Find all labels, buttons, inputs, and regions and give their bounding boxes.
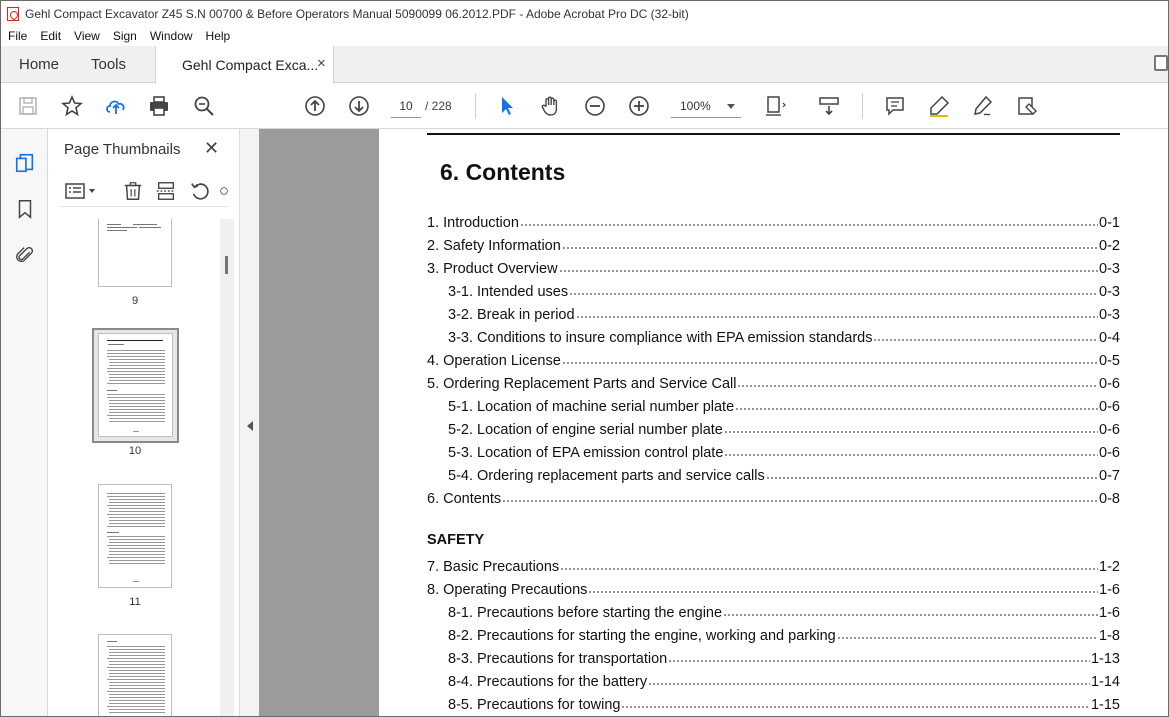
- toc-entry[interactable]: [427, 555, 1120, 575]
- zoom-out-icon[interactable]: [581, 92, 609, 120]
- toc-entry[interactable]: [448, 441, 1120, 461]
- toc-entry-label: 8. Operating Precautions: [427, 582, 588, 598]
- toc-entry-page: 0-8: [1099, 491, 1120, 507]
- thumbnail-page-10[interactable]: [98, 333, 173, 437]
- toc-entry[interactable]: [427, 211, 1120, 231]
- save-icon[interactable]: [14, 92, 42, 120]
- toc-leader-dots: [520, 211, 1098, 227]
- toc-entry-label: 1. Introduction: [427, 215, 519, 231]
- toolbar-divider: [475, 93, 476, 119]
- toc-entry-page: 0-5: [1099, 353, 1120, 369]
- toc-entry[interactable]: [427, 578, 1120, 598]
- thumbnail-toolbar: [59, 175, 229, 207]
- toc-leader-dots: [766, 464, 1098, 480]
- thumbnail-scrollbar[interactable]: [220, 219, 234, 717]
- acrobat-logo-icon: [7, 7, 19, 21]
- toc-entry-page: 0-6: [1099, 399, 1120, 415]
- toc-entry-label: 5-1. Location of machine serial number plate: [448, 399, 735, 415]
- next-page-icon[interactable]: [345, 92, 373, 120]
- toc-entry-page: 0-7: [1099, 468, 1120, 484]
- toc-entry[interactable]: [448, 464, 1120, 484]
- toc-entry-label: 5-3. Location of EPA emission control plate: [448, 445, 724, 461]
- toc-entry[interactable]: [427, 257, 1120, 277]
- toc-leader-dots: [724, 418, 1098, 434]
- menu-file[interactable]: File: [8, 29, 28, 43]
- toc-entry-label: 3-3. Conditions to insure compliance with EPA emission standards: [448, 330, 873, 346]
- toc-entry-label: 4. Operation License: [427, 353, 561, 369]
- select-cursor-icon[interactable]: [493, 92, 521, 120]
- page-fit-icon[interactable]: [761, 92, 789, 120]
- toc-entry-page: 1-8: [1099, 628, 1120, 644]
- toc-entry-label: 8-3. Precautions for transportation: [448, 651, 668, 667]
- toc-entry-label: 6. Contents: [427, 491, 502, 507]
- navigation-strip: [1, 129, 48, 717]
- page-thumbnails-icon[interactable]: [13, 151, 37, 175]
- options-menu-icon[interactable]: [63, 179, 99, 203]
- insert-pages-icon[interactable]: [154, 179, 178, 203]
- toc-entry-page: 1-15: [1090, 697, 1120, 713]
- toc-leader-dots: [588, 578, 1098, 594]
- delete-icon[interactable]: [121, 179, 145, 203]
- tab-close-icon[interactable]: ×: [317, 55, 326, 72]
- section-heading: SAFETY: [427, 532, 485, 548]
- main-toolbar: [1, 84, 1168, 129]
- tab-document[interactable]: [155, 46, 334, 84]
- attachments-icon[interactable]: [13, 243, 37, 267]
- menu-view[interactable]: View: [74, 29, 100, 43]
- title-bar: [1, 1, 1168, 26]
- toc-entry-page: 0-4: [1099, 330, 1120, 346]
- comment-icon[interactable]: [881, 92, 909, 120]
- toc-entry-label: 5-4. Ordering replacement parts and service calls: [448, 468, 765, 484]
- toc-entry[interactable]: [448, 624, 1120, 644]
- toc-entry-label: 8-4. Precautions for the battery: [448, 674, 648, 690]
- toc-entry-label: 2. Safety Information: [427, 238, 561, 254]
- toc-leader-dots: [668, 647, 1090, 663]
- toc-entry[interactable]: [448, 670, 1120, 690]
- toc-leader-dots: [569, 280, 1098, 296]
- toc-leader-dots: [621, 693, 1089, 709]
- toc-entry-page: 1-14: [1090, 674, 1120, 690]
- toolbar-divider: [862, 93, 863, 119]
- toc-entry-page: 1-6: [1099, 605, 1120, 621]
- toc-leader-dots: [837, 624, 1098, 640]
- toc-leader-dots: [648, 670, 1090, 686]
- page-number-input[interactable]: 10: [391, 94, 421, 118]
- tab-tools[interactable]: Tools: [91, 56, 127, 73]
- tab-bar: [1, 46, 1168, 83]
- edit-pdf-icon[interactable]: [1013, 92, 1041, 120]
- toc-entry-page: 0-3: [1099, 307, 1120, 323]
- toc-entry-label: 5-2. Location of engine serial number plate: [448, 422, 723, 438]
- menu-window[interactable]: Window: [149, 29, 193, 43]
- toc-entry[interactable]: [448, 326, 1120, 346]
- zoom-in-icon[interactable]: [625, 92, 653, 120]
- toc-entry-page: 0-6: [1099, 422, 1120, 438]
- upload-cloud-icon[interactable]: [102, 92, 130, 120]
- toc-entry-label: 8-1. Precautions before starting the engine: [448, 605, 723, 621]
- toc-entry-label: 8-5. Precautions for towing: [448, 697, 621, 713]
- toc-entry[interactable]: [448, 303, 1120, 323]
- toc-entry-page: 0-3: [1099, 261, 1120, 277]
- toc-leader-dots: [576, 303, 1098, 319]
- more-tools-icon[interactable]: [219, 179, 229, 203]
- toc-entry[interactable]: [448, 693, 1120, 713]
- collapse-panel-icon[interactable]: [247, 421, 253, 431]
- toc-entry-label: 3-1. Intended uses: [448, 284, 569, 300]
- thumbnail-page-number: 9: [131, 295, 139, 307]
- toc-entry[interactable]: [427, 487, 1120, 507]
- highlight-pen-icon[interactable]: [925, 92, 953, 120]
- scroll-mode-icon[interactable]: [815, 92, 843, 120]
- toc-entry[interactable]: [448, 280, 1120, 300]
- toc-entry[interactable]: [427, 349, 1120, 369]
- toc-entry-label: 7. Basic Precautions: [427, 559, 560, 575]
- comment-panel-icon[interactable]: [1154, 55, 1168, 71]
- panel-title: Page Thumbnails: [64, 141, 181, 158]
- thumbnail-list: [49, 219, 239, 717]
- zoom-level-value: 100%: [680, 99, 711, 113]
- thumbnail-page-number: 10: [128, 445, 142, 457]
- panel-splitter[interactable]: [239, 129, 259, 717]
- toc-leader-dots: [724, 441, 1098, 457]
- toc-entry-label: 5. Ordering Replacement Parts and Service Call: [427, 376, 737, 392]
- toc-entry[interactable]: [448, 418, 1120, 438]
- print-icon[interactable]: [145, 92, 173, 120]
- menu-help[interactable]: Help: [205, 29, 231, 43]
- rotate-icon[interactable]: [188, 179, 212, 203]
- toc-entry-page: 0-6: [1099, 376, 1120, 392]
- tab-home[interactable]: Home: [19, 56, 60, 73]
- thumbnail-page-9[interactable]: [98, 219, 172, 287]
- toc-entry[interactable]: [448, 395, 1120, 415]
- page-title: 6. Contents: [440, 159, 566, 185]
- bookmarks-icon[interactable]: [13, 197, 37, 221]
- toc-leader-dots: [737, 372, 1098, 388]
- hand-tool-icon[interactable]: [537, 92, 565, 120]
- toc-entry-page: 1-6: [1099, 582, 1120, 598]
- page-top-rule: [427, 133, 1120, 135]
- toc-entry[interactable]: [427, 372, 1120, 392]
- chevron-down-icon: [727, 104, 735, 109]
- page-count-label: / 228: [425, 99, 452, 113]
- toc-entry-page: 0-6: [1099, 445, 1120, 461]
- window-title: Gehl Compact Excavator Z45 S.N 00700 & Before Operators Manual 5090099 06.2012.PDF - Adobe Acrobat Pro DC (32-bit): [25, 6, 689, 21]
- toc-entry[interactable]: [448, 647, 1120, 667]
- toc-leader-dots: [873, 326, 1098, 342]
- toc-leader-dots: [559, 257, 1098, 273]
- menu-sign[interactable]: Sign: [112, 29, 137, 43]
- toc-leader-dots: [502, 487, 1098, 503]
- close-icon[interactable]: ✕: [204, 138, 220, 158]
- toc-entry-label: 3. Product Overview: [427, 261, 558, 277]
- toc-entry[interactable]: [427, 234, 1120, 254]
- previous-page-icon[interactable]: [301, 92, 329, 120]
- toc-entry-page: 1-2: [1099, 559, 1120, 575]
- page-thumbnails-panel: [49, 129, 239, 717]
- toc-leader-dots: [560, 555, 1098, 571]
- toc-entry-page: 0-1: [1099, 215, 1120, 231]
- sign-pen-icon[interactable]: [969, 92, 997, 120]
- toc-entry-label: 8-2. Precautions for starting the engine, working and parking: [448, 628, 836, 644]
- toc-leader-dots: [562, 349, 1098, 365]
- toc-entry-page: 0-3: [1099, 284, 1120, 300]
- scrollbar-thumb[interactable]: [225, 256, 228, 274]
- thumbnail-page-11[interactable]: [98, 484, 172, 588]
- toc-entry-label: 3-2. Break in period: [448, 307, 575, 323]
- zoom-level-select[interactable]: [671, 94, 741, 118]
- thumbnail-page-12[interactable]: [98, 634, 172, 717]
- toc-entry-page: 1-13: [1090, 651, 1120, 667]
- toc-entry[interactable]: [448, 601, 1120, 621]
- toc-leader-dots: [562, 234, 1098, 250]
- thumbnail-page-number: 11: [129, 596, 141, 608]
- find-zoom-icon[interactable]: [190, 92, 218, 120]
- toc-entry-page: 0-2: [1099, 238, 1120, 254]
- tab-document-label: Gehl Compact Exca...: [182, 57, 319, 73]
- menu-edit[interactable]: Edit: [40, 29, 62, 43]
- toc-leader-dots: [735, 395, 1098, 411]
- bookmark-star-icon[interactable]: [58, 92, 86, 120]
- menu-bar: [1, 26, 1168, 46]
- toc-leader-dots: [723, 601, 1098, 617]
